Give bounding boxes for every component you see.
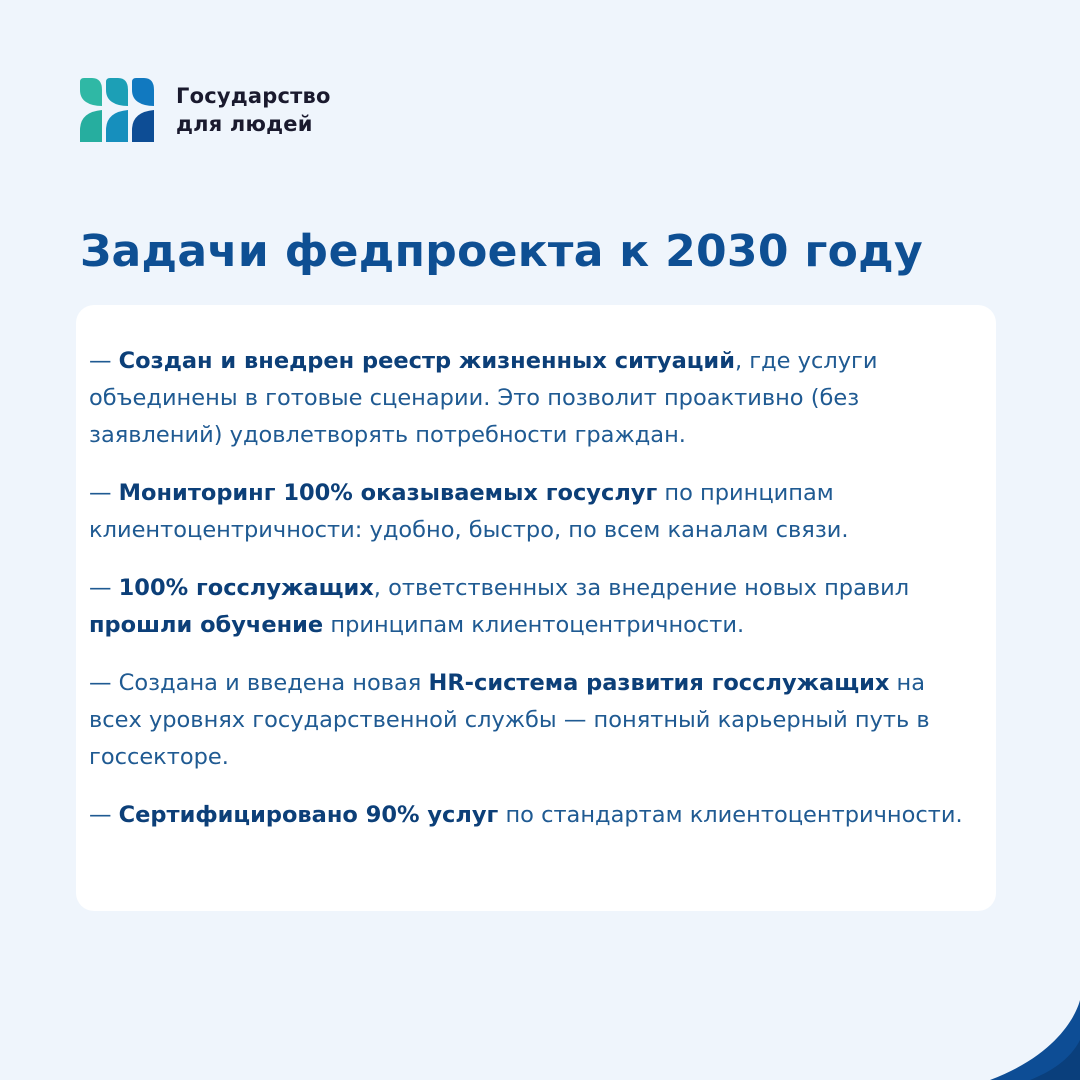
item-highlight: Сертифицировано 90% услуг xyxy=(118,802,499,828)
brand-name xyxy=(176,82,331,138)
item-text: , где услуги объединены в готовые сценарии. Это позволит проактивно (без заявлений) удовлетворять потребности граждан. xyxy=(89,348,878,448)
item-highlight: 100% госслужащих xyxy=(118,575,374,601)
tasks-card xyxy=(76,305,996,911)
item-dash: — xyxy=(89,348,119,374)
item-highlight: Мониторинг 100% оказываемых госуслуг xyxy=(118,480,658,506)
item-dash: — xyxy=(89,480,119,506)
brand-logo-icon xyxy=(80,78,156,142)
task-item-2 xyxy=(89,475,968,549)
task-item-1 xyxy=(89,343,968,454)
item-text: на всех уровнях государственной службы — понятный карьерный путь в госсекторе. xyxy=(89,670,930,770)
page-title: Задачи федпроекта к 2030 году xyxy=(80,226,924,277)
item-highlight: прошли обучение xyxy=(89,612,324,638)
corner-wave-decoration xyxy=(920,920,1080,1080)
item-text: , ответственных за внедрение новых правил xyxy=(373,575,910,601)
task-item-4 xyxy=(89,665,968,776)
item-dash: — xyxy=(89,670,119,696)
task-item-5 xyxy=(89,797,968,834)
item-dash: — xyxy=(89,575,119,601)
item-text: принципам клиентоцентричности. xyxy=(323,612,745,638)
item-dash: — xyxy=(89,802,119,828)
item-text: Создана и введена новая xyxy=(118,670,429,696)
brand-name-line2: для людей xyxy=(176,112,313,136)
item-text: по принципам клиентоцентричности: удобно, быстро, по всем каналам связи. xyxy=(89,480,849,543)
item-text: по стандартам клиентоцентричности. xyxy=(498,802,963,828)
item-highlight: Создан и внедрен реестр жизненных ситуаций xyxy=(118,348,735,374)
brand-logo xyxy=(80,78,331,142)
brand-name-line1: Государство xyxy=(176,84,331,108)
item-highlight: HR-система развития госслужащих xyxy=(428,670,890,696)
task-item-3 xyxy=(89,570,968,644)
